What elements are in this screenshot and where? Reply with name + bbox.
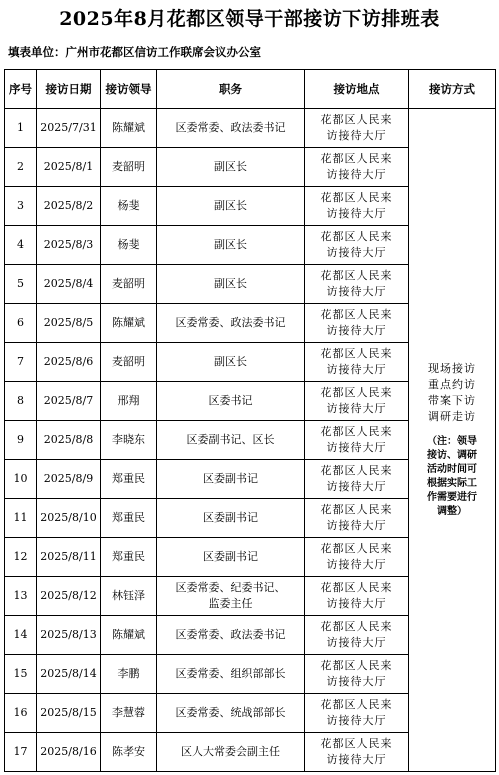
row-no: 8 xyxy=(5,382,37,421)
mode-main-text: 现场接访重点约访带案下访调研走访 xyxy=(428,362,476,423)
row-position xyxy=(157,655,305,694)
row-position xyxy=(157,109,305,148)
row-leader: 陈耀斌 xyxy=(101,109,157,148)
header-position: 职务 xyxy=(157,70,305,109)
row-location xyxy=(305,265,409,304)
position-text: 区委常委、纪委书记、监委主任 xyxy=(175,581,286,610)
mode-note-text: （注：领导接访、调研活动时间可根据实际工作需要进行调整） xyxy=(427,436,477,517)
row-date: 2025/8/5 xyxy=(37,304,101,343)
header-date: 接访日期 xyxy=(37,70,101,109)
row-position xyxy=(157,616,305,655)
row-date: 2025/8/11 xyxy=(37,538,101,577)
location-text: 花都区人民来访接待大厅 xyxy=(320,698,393,727)
header-leader: 接访领导 xyxy=(101,70,157,109)
row-date: 2025/8/13 xyxy=(37,616,101,655)
row-position xyxy=(157,499,305,538)
row-leader: 陈孝安 xyxy=(101,733,157,772)
row-leader: 陈耀斌 xyxy=(101,304,157,343)
row-position xyxy=(157,694,305,733)
header-row xyxy=(5,70,496,109)
row-leader: 杨斐 xyxy=(101,226,157,265)
location-text: 花都区人民来访接待大厅 xyxy=(320,503,393,532)
row-position xyxy=(157,733,305,772)
row-location xyxy=(305,499,409,538)
row-date: 2025/7/31 xyxy=(37,109,101,148)
row-location xyxy=(305,109,409,148)
location-text: 花都区人民来访接待大厅 xyxy=(320,659,393,688)
row-location xyxy=(305,343,409,382)
row-position xyxy=(157,304,305,343)
location-text: 花都区人民来访接待大厅 xyxy=(320,308,393,337)
row-location xyxy=(305,655,409,694)
mode-cell xyxy=(409,109,496,772)
table-row xyxy=(5,109,496,148)
row-location xyxy=(305,148,409,187)
location-text: 花都区人民来访接待大厅 xyxy=(320,269,393,298)
row-position xyxy=(157,421,305,460)
row-location xyxy=(305,460,409,499)
row-no: 16 xyxy=(5,694,37,733)
location-text: 花都区人民来访接待大厅 xyxy=(320,737,393,766)
position-text: 区委常委、政法委书记 xyxy=(175,121,286,134)
row-date: 2025/8/2 xyxy=(37,187,101,226)
row-leader: 麦韶明 xyxy=(101,265,157,304)
position-text: 区委常委、统战部部长 xyxy=(175,706,286,719)
row-leader: 林钰泽 xyxy=(101,577,157,616)
row-position xyxy=(157,460,305,499)
row-location xyxy=(305,733,409,772)
row-location xyxy=(305,616,409,655)
row-no: 4 xyxy=(5,226,37,265)
schedule-table xyxy=(4,69,496,772)
row-date: 2025/8/12 xyxy=(37,577,101,616)
row-leader: 郑重民 xyxy=(101,460,157,499)
location-text: 花都区人民来访接待大厅 xyxy=(320,386,393,415)
row-position xyxy=(157,538,305,577)
row-position xyxy=(157,382,305,421)
row-location xyxy=(305,577,409,616)
row-location xyxy=(305,304,409,343)
location-text: 花都区人民来访接待大厅 xyxy=(320,581,393,610)
row-position xyxy=(157,343,305,382)
row-date: 2025/8/7 xyxy=(37,382,101,421)
row-no: 11 xyxy=(5,499,37,538)
row-no: 3 xyxy=(5,187,37,226)
row-no: 12 xyxy=(5,538,37,577)
location-text: 花都区人民来访接待大厅 xyxy=(320,425,393,454)
row-no: 6 xyxy=(5,304,37,343)
position-text: 副区长 xyxy=(214,355,247,368)
position-text: 副区长 xyxy=(214,199,247,212)
row-location xyxy=(305,538,409,577)
location-text: 花都区人民来访接待大厅 xyxy=(320,230,393,259)
position-text: 区委副书记 xyxy=(203,550,258,563)
row-date: 2025/8/16 xyxy=(37,733,101,772)
row-no: 5 xyxy=(5,265,37,304)
row-no: 9 xyxy=(5,421,37,460)
row-location xyxy=(305,187,409,226)
row-date: 2025/8/14 xyxy=(37,655,101,694)
position-text: 区委常委、组织部部长 xyxy=(175,667,286,680)
row-position xyxy=(157,187,305,226)
page-title: 2025年8月花都区领导干部接访下访排班表 xyxy=(59,8,440,30)
row-location xyxy=(305,382,409,421)
location-text: 花都区人民来访接待大厅 xyxy=(320,620,393,649)
position-text: 副区长 xyxy=(214,277,247,290)
header-no: 序号 xyxy=(5,70,37,109)
position-text: 区委副书记 xyxy=(203,472,258,485)
filing-unit: 填表单位：广州市花都区信访工作联席会议办公室 xyxy=(8,45,261,59)
header-location: 接访地点 xyxy=(305,70,409,109)
row-leader: 李晓东 xyxy=(101,421,157,460)
row-no: 1 xyxy=(5,109,37,148)
row-no: 10 xyxy=(5,460,37,499)
row-leader: 李鹏 xyxy=(101,655,157,694)
row-position xyxy=(157,265,305,304)
row-leader: 杨斐 xyxy=(101,187,157,226)
row-date: 2025/8/1 xyxy=(37,148,101,187)
position-text: 区人大常委会副主任 xyxy=(181,745,280,758)
location-text: 花都区人民来访接待大厅 xyxy=(320,113,393,142)
row-leader: 陈耀斌 xyxy=(101,616,157,655)
row-no: 14 xyxy=(5,616,37,655)
row-date: 2025/8/3 xyxy=(37,226,101,265)
position-text: 区委常委、政法委书记 xyxy=(175,316,286,329)
row-no: 7 xyxy=(5,343,37,382)
row-position xyxy=(157,148,305,187)
row-no: 2 xyxy=(5,148,37,187)
row-leader: 郑重民 xyxy=(101,538,157,577)
row-leader: 麦韶明 xyxy=(101,148,157,187)
row-no: 17 xyxy=(5,733,37,772)
row-leader: 李慧蓉 xyxy=(101,694,157,733)
header-mode: 接访方式 xyxy=(409,70,496,109)
row-date: 2025/8/8 xyxy=(37,421,101,460)
location-text: 花都区人民来访接待大厅 xyxy=(320,347,393,376)
location-text: 花都区人民来访接待大厅 xyxy=(320,152,393,181)
row-location xyxy=(305,226,409,265)
row-leader: 郑重民 xyxy=(101,499,157,538)
position-text: 区委副书记、区长 xyxy=(186,433,275,446)
position-text: 区委书记 xyxy=(208,394,253,407)
row-no: 13 xyxy=(5,577,37,616)
position-text: 区委常委、政法委书记 xyxy=(175,628,286,641)
row-location xyxy=(305,421,409,460)
row-position xyxy=(157,226,305,265)
row-position xyxy=(157,577,305,616)
position-text: 副区长 xyxy=(214,160,247,173)
row-leader: 邢翔 xyxy=(101,382,157,421)
row-leader: 麦韶明 xyxy=(101,343,157,382)
location-text: 花都区人民来访接待大厅 xyxy=(320,464,393,493)
row-no: 15 xyxy=(5,655,37,694)
row-date: 2025/8/15 xyxy=(37,694,101,733)
row-date: 2025/8/6 xyxy=(37,343,101,382)
location-text: 花都区人民来访接待大厅 xyxy=(320,191,393,220)
row-date: 2025/8/4 xyxy=(37,265,101,304)
schedule-body xyxy=(5,109,496,772)
position-text: 区委副书记 xyxy=(203,511,258,524)
row-location xyxy=(305,694,409,733)
location-text: 花都区人民来访接待大厅 xyxy=(320,542,393,571)
position-text: 副区长 xyxy=(214,238,247,251)
row-date: 2025/8/9 xyxy=(37,460,101,499)
row-date: 2025/8/10 xyxy=(37,499,101,538)
